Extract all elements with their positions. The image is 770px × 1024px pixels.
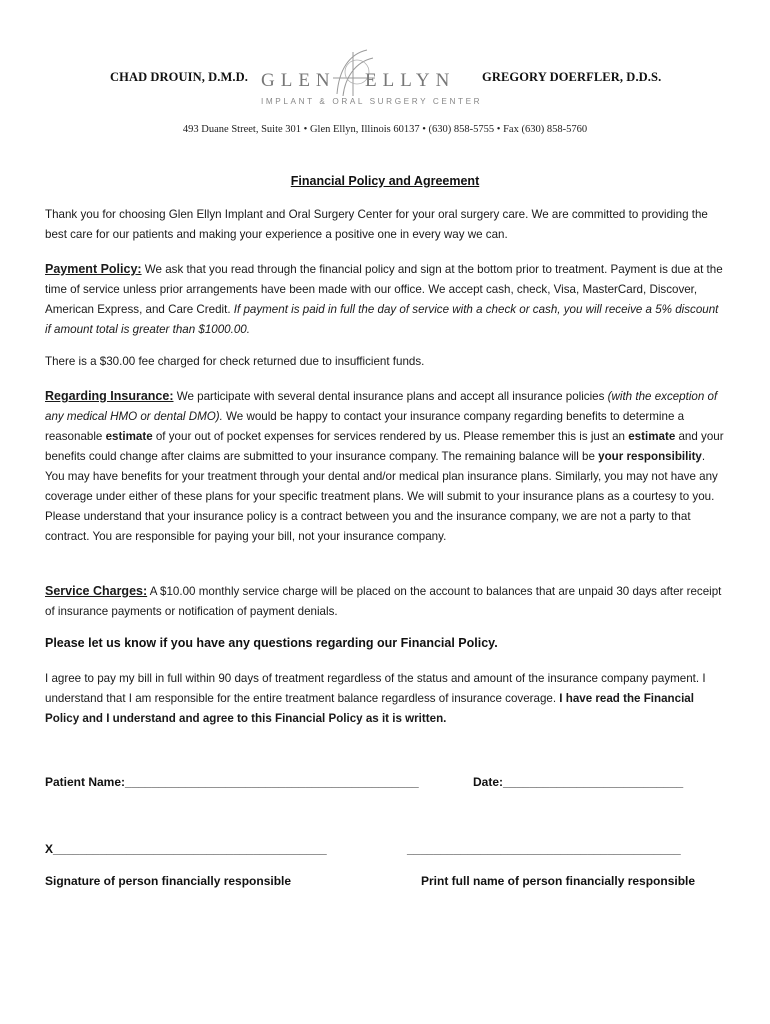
insurance-exception-note: (with the exception of any medical HMO or dental DMO).	[45, 390, 718, 423]
print-name-caption: Print full name of person financially responsible	[421, 874, 696, 888]
insurance-responsibility: your responsibility	[598, 450, 702, 463]
payment-policy-paragraph	[45, 259, 727, 340]
signature-caption: Signature of person financially responsible	[45, 874, 292, 888]
logo-word-glen: GLEN	[261, 70, 336, 91]
agreement-text: I agree to pay my bill in full within 90 days of treatment regardless of the status and amount of the insurance company payment. I understand that I am responsible for the entire treatment balance regardless of insurance coverage.	[45, 672, 706, 705]
insurance-text-5: . You may have benefits for your treatment through your dental and/or medical plan insurance plans. Similarly, you may not have any coverage under either of these plans for your specific treatment plans. We will submit to your insurance plans as a courtesy to you. Please understand that your insurance policy is a contract between you and the insurance company, we are not a party to that contract. You are responsible for paying your bill, not your insurance company.	[45, 450, 718, 543]
payment-policy-label: Payment Policy:	[45, 262, 142, 276]
insurance-text-1: We participate with several dental insurance plans and accept all insurance policies	[173, 390, 608, 403]
service-charges-paragraph	[45, 581, 727, 622]
clinic-logo	[255, 48, 483, 110]
agreement-bold-text: I have read the Financial Policy and I understand and agree to this Financial Policy as it is written.	[45, 692, 694, 725]
clinic-address: 493 Duane Street, Suite 301 • Glen Ellyn, Illinois 60137 • (630) 858-5755 • Fax (630) 858-5760	[182, 124, 588, 135]
insurance-paragraph	[45, 386, 727, 547]
intro-paragraph: Thank you for choosing Glen Ellyn Implant and Oral Surgery Center for your oral surgery care. We are committed to providing the best care for our patients and making your experience a positive one in every way we can.	[45, 208, 708, 241]
service-charges-text: A $10.00 monthly service charge will be placed on the account to balances that are unpaid 30 days after receipt of insurance payments or notification of payment denials.	[45, 585, 722, 618]
patient-name-field[interactable]: Patient Name:____________________________________________	[45, 775, 419, 789]
date-field[interactable]: Date:___________________________	[473, 775, 684, 789]
print-name-field[interactable]: _________________________________________	[407, 842, 681, 856]
returned-check-fee: There is a $30.00 fee charged for check returned due to insufficient funds.	[45, 355, 425, 368]
insurance-text-4: and your benefits could change after claims are submitted to your insurance company. The remaining balance will be	[45, 430, 724, 463]
insurance-estimate-1: estimate	[105, 430, 153, 443]
payment-policy-text: We ask that you read through the financial policy and sign at the bottom prior to treatment. Payment is due at the time of service unless prior arrangements have been made with our office. We accept cash, check, Visa, MasterCard, Discover, American Express, and Care Credit.	[45, 263, 723, 316]
signature-field[interactable]: X_________________________________________	[45, 842, 327, 856]
logo-word-ellyn: ELLYN	[365, 70, 456, 91]
insurance-text-2: We would be happy to contact your insurance company regarding benefits to determine a reasonable	[45, 410, 685, 443]
payment-discount-note: If payment is paid in full the day of service with a check or cash, you will receive a 5% discount if amount total is greater than $1000.00.	[45, 303, 719, 336]
insurance-text-3: of your out of pocket expenses for services rendered by us. Please remember this is just an	[152, 430, 629, 443]
document-title: Financial Policy and Agreement	[290, 174, 480, 188]
doctor-name-left: CHAD DROUIN, D.M.D.	[110, 70, 249, 84]
service-charges-label: Service Charges:	[45, 584, 148, 598]
agreement-paragraph	[45, 669, 727, 729]
insurance-label: Regarding Insurance:	[45, 389, 174, 403]
doctor-name-right: GREGORY DOERFLER, D.D.S.	[482, 70, 662, 84]
questions-note: Please let us know if you have any questions regarding our Financial Policy.	[45, 636, 498, 650]
insurance-estimate-2: estimate	[628, 430, 676, 443]
logo-subtitle: IMPLANT & ORAL SURGERY CENTER	[261, 97, 483, 106]
